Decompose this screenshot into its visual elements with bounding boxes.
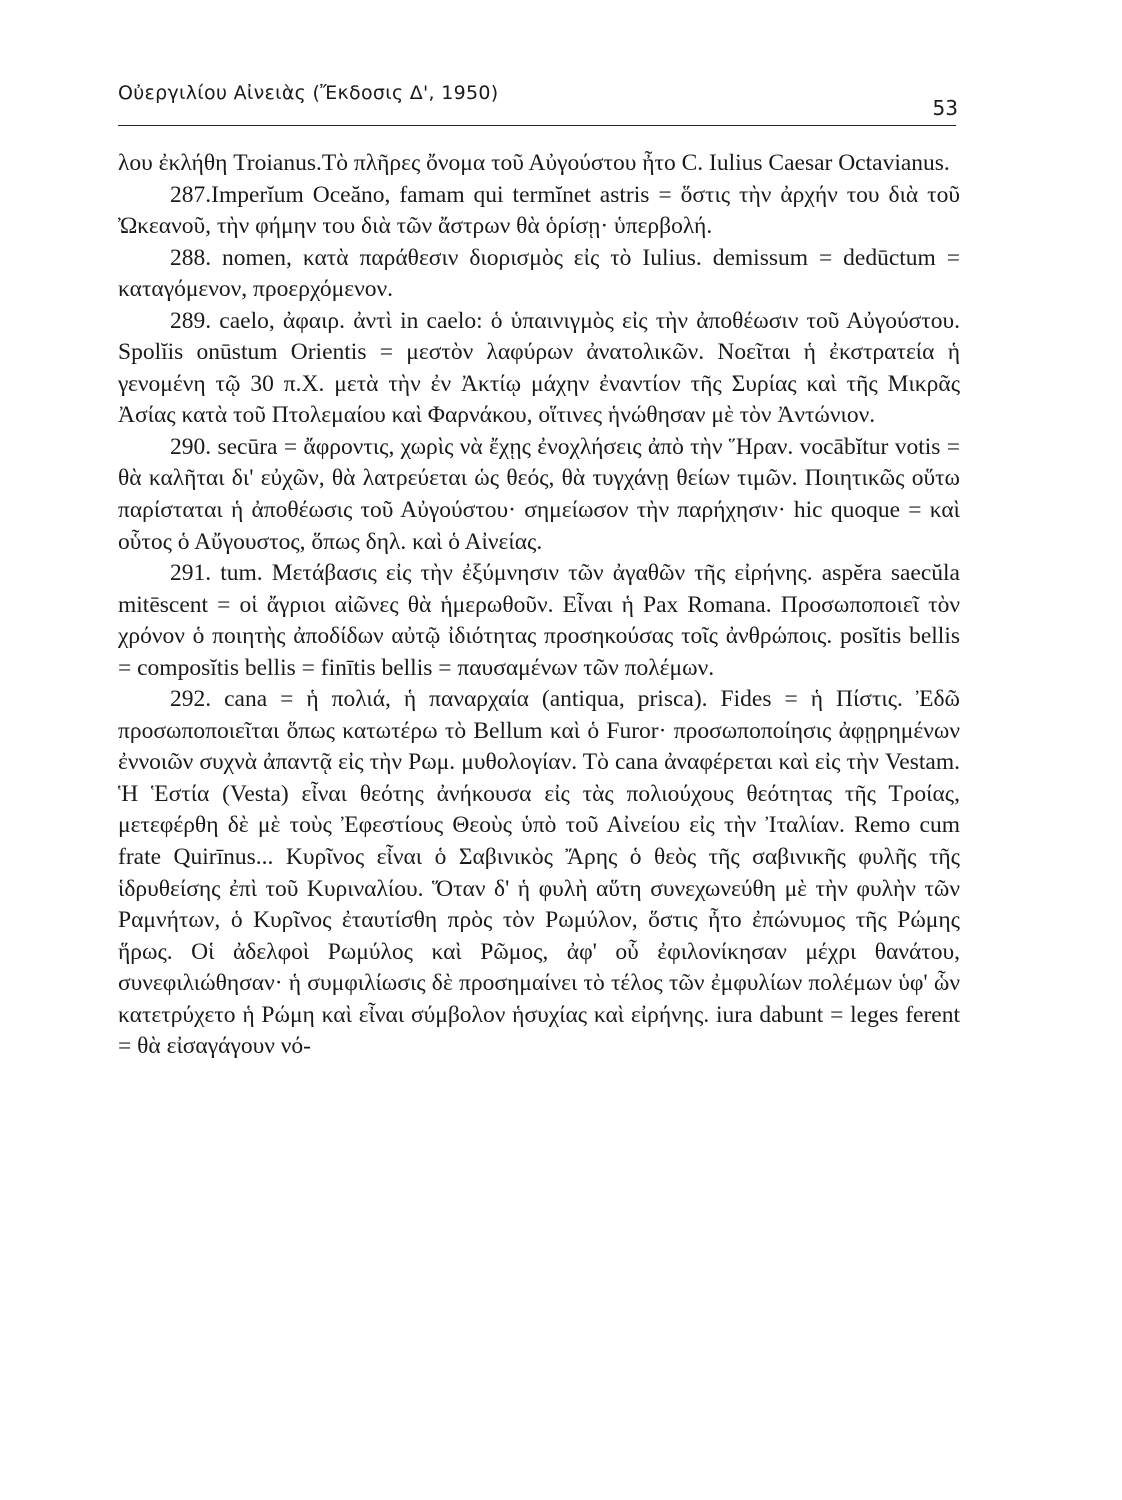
header-rule [118, 125, 956, 126]
page-number: 53 [932, 96, 958, 120]
note-290: 290. secūra = ἄφροντις, χωρὶς νὰ ἔχῃς ἐνοχλήσεις ἀπὸ τὴν Ἥραν. vocābĭtur votis = θὰ καλῆται δι' εὐχῶν, θὰ λατρεύεται ὡς θεός, θὰ τυγχάνῃ θείων τιμῶν. Ποιητικῶς οὕτω παρίσταται ἡ ἀποθέωσις τοῦ Αὐγούστου· σημείωσον τὴν παρήχησιν· hic quoque = καὶ οὗτος ὁ Αὔγουστος, ὅπως δηλ. καὶ ὁ Αἰνείας. [118, 433, 960, 555]
note-287: 287.Imperĭum Oceăno, famam qui termĭnet astris = ὅστις τὴν ἀρχήν του διὰ τοῦ Ὠκεανοῦ, τὴν φήμην του διὰ τῶν ἄστρων θὰ ὁρίσῃ· ὑπερβολή. [118, 181, 960, 240]
running-head: Οὐεργιλίου Αἰνειὰς (Ἔκδοσις Δ', 1950) [118, 82, 499, 104]
note-292: 292. cana = ἡ πολιά, ἡ παναρχαία (antiqua, prisca). Fides = ἡ Πίστις. Ἐδῶ προσωποποιεῖται ὅπως κατωτέρω τὸ Bellum καὶ ὁ Furor· προσωποποίησις ἀφῃρημένων ἐννοιῶν συχνὰ ἀπαντᾷ εἰς τὴν Ρωμ. μυθολογίαν. Τὸ cana ἀναφέρεται καὶ εἰς τὴν Vestam. Ἡ Ἑστία (Vesta) εἶναι θεότης ἀνήκουσα εἰς τὰς πολιούχους θεότητας τῆς Τροίας, μετεφέρθη δὲ μὲ τοὺς Ἐφεστίους Θεοὺς ὑπὸ τοῦ Αἰνείου εἰς τὴν Ἰταλίαν. Remo cum frate Quirīnus... Κυρῖνος εἶναι ὁ Σαβινικὸς Ἄρης ὁ θεὸς τῆς σαβινικῆς φυλῆς τῆς ἱδρυθείσης ἐπὶ τοῦ Κυριναλίου. Ὅταν δ' ἡ φυλὴ αὕτη συνεχωνεύθη μὲ τὴν φυλὴν τῶν Ραμνήτων, ὁ Κυρῖνος ἐταυτίσθη πρὸς τὸν Ρωμύλον, ὅστις ἦτο ἐπώνυμος τῆς Ρώμης ἥρως. Οἱ ἀδελφοὶ Ρωμύλος καὶ Ρῶμος, ἀφ' οὗ ἐφιλονίκησαν μέχρι θανάτου, συνεφιλιώθησαν· ἡ συμφιλίωσις δὲ προσημαίνει τὸ τέλος τῶν ἐμφυλίων πολέμων ὑφ' ὧν κατετρύχετο ἡ Ρώμη καὶ εἶναι σύμβολον ἡσυχίας καὶ εἰρήνης. iura dabunt = leges ferent = θὰ εἰσαγάγουν νό- [118, 686, 960, 1060]
note-288: 288. nomen, κατὰ παράθεσιν διορισμὸς εἰς τὸ Iulius. demissum = dedūctum = καταγόμενον, προερχόμενον. [118, 244, 960, 303]
page-header [118, 76, 958, 120]
note-291: 291. tum. Μετάβασις εἰς τὴν ἐξύμνησιν τῶν ἀγαθῶν τῆς εἰρήνης. aspĕra saecŭla mitēscent = οἱ ἄγριοι αἰῶνες θὰ ἡμερωθοῦν. Εἶναι ἡ Pax Romana. Προσωποποιεῖ τὸν χρόνον ὁ ποιητὴς ἀποδίδων αὐτῷ ἰδιότητας προσηκούσας τοῖς ἀνθρώποις. posĭtis bellis = composĭtis bellis = finītis bellis = παυσαμένων τῶν πολέμων. [118, 560, 960, 681]
note-289: 289. caelo, ἀφαιρ. ἀντὶ in caelo: ὁ ὑπαινιγμὸς εἰς τὴν ἀποθέωσιν τοῦ Αὐγούστου. Spolĭis onūstum Orientis = μεστὸν λαφύρων ἀνατολικῶν. Νοεῖται ἡ ἐκστρατεία ἡ γενομένη τῷ 30 π.Χ. μετὰ τὴν ἐν Ἀκτίῳ μάχην ἐναντίον τῆς Συρίας καὶ τῆς Μικρᾶς Ἀσίας κατὰ τοῦ Πτολεμαίου καὶ Φαρνάκου, οἵτινες ἡνώθησαν μὲ τὸν Ἀντώνιον. [118, 307, 960, 429]
paragraph-continuation: λου ἐκλήθη Troianus.Τὸ πλῆρες ὄνομα τοῦ Αὐγούστου ἦτο C. Iulius Caesar Octavianus. [118, 150, 950, 176]
commentary-text [118, 148, 960, 1063]
